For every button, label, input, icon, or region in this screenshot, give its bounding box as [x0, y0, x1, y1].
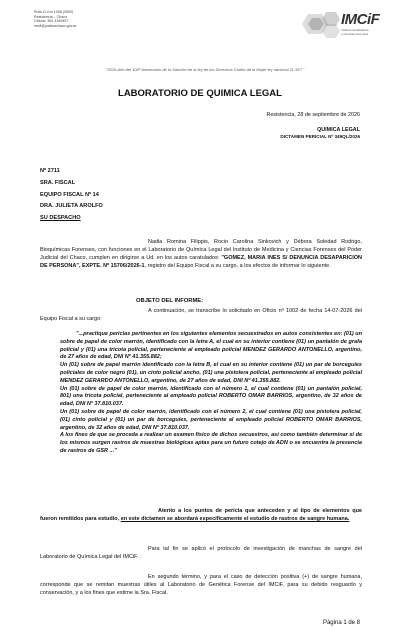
quote-paragraph: Un (01) sobre de papel de color marrón, identificado con el número 2, el cual contiene (01) una pistolera policial, (01) cinto policial y (01) un par de borceguíes, perteneciente al empleado policial ROBERTO OMAR BARRIOS, argentino, de 32 años de edad, DNI Nº 37.810.037.: [60, 408, 362, 431]
quote-paragraph: Un (01) sobre de papel marrón identificado con la letra B, el cual en su interior contiene (01) un par de borceguíes policiales de color negro (01), un cinto policial ancho, (01) una pistolera policial, perteneciente al empleado policial MENDEZ GERARDO ANTONELLO, argentino, de 27 años de edad, DNI Nº 41.355.882.: [60, 362, 362, 384]
atento-text: Atento a los puntos de pericia que anteceden y al tipo de elementos que fueron remitidos para estudio,: [40, 508, 362, 523]
intro-text-end: , registro del Equipo Fiscal a su cargo, a los efectos de informar lo siguiente.: [144, 263, 331, 270]
case-title: "GOMEZ, MARIA INES S/ DENUNCIA DESAPARICION DE PERSONA", EXPTE. Nº 15706/2026-1: [40, 255, 362, 270]
address-block: [40, 166, 103, 225]
quote-paragraph: A los fines de que se proceda a realizar un examen físico de dichos secuestros, así como también determinar si de los mismos surgen rastros de muestras biológicas aptas para un futuro cotejo de ADN o se encuentra la presencia de rastros de GSR ...": [60, 432, 362, 454]
logo-subtitle: [341, 29, 369, 36]
dictamen-block: [280, 127, 360, 140]
atento-underlined: en este dictamen se abordará específicamente el estudio de rastros de sangre humana.: [120, 516, 350, 523]
dictamen-line1: QUIMICA LEGAL: [317, 127, 360, 133]
logo-sub-line: y Ciencias Forenses: [341, 31, 369, 36]
logo-text: IMCiF: [341, 11, 380, 28]
page-number: Página 1 de 8: [322, 620, 360, 626]
logo-sub-line: Instituto de Medicina: [341, 28, 369, 32]
address-number: Nº 2711: [40, 168, 60, 174]
contact-line: Ruta 11 Km 1008 (3500): [34, 10, 74, 14]
segundo-paragraph: En segundo término, y para el caso de detección positiva (+) de sangre humana, corresponde que se remitan muestras útiles al Laboratorio de Genética Forense del IMCiF, para su debido resguardo y conservación, y a los fines que estime la Sra. Fiscal.: [40, 574, 362, 597]
address-line: SRA. FISCAL: [40, 179, 76, 186]
para-tal-paragraph: Para tal fin se aplicó el protocolo de investigación de manchas de sangre del Laboratorio de Química Legal del IMCiF.: [40, 546, 362, 561]
contact-block: [34, 10, 76, 28]
contact-line: imcif@justiciachaco.gov.ar: [34, 23, 77, 28]
intro-paragraph: [40, 238, 362, 270]
objeto-paragraph: A continuación, se transcribe lo solicitado en Oficio nº 1002 de fecha 14-07-2026 del Equipo Fiscal a su cargo:: [40, 308, 362, 323]
quote-paragraph: Un (01) sobre de papel de color marrón, identificado con el número 1, el cual contiene (01) un pantalón policial, 801) una tricota policial, perteneciente al empleado policial ROBERTO OMAR BARRIOS, argentino, de 32 años de edad, DNI Nº 37.810.037.: [60, 385, 362, 408]
document-title: LABORATORIO DE QUIMICA LEGAL: [118, 88, 282, 99]
address-line: EQUIPO FISCAL Nº 14: [40, 191, 99, 198]
quote-paragraph: "...practique pericias pertinentes en los siguientes elementos secuestrados en autos consistentes en: (01) un sobre de papel de color marrón, identificado con la letra A, el cual en su interior contiene (01) un pantalón de grafa policial y (01) una tricota policial, perteneciente al empleado policial MENDEZ GERARDO ANTONELLO, argentino, de 27 años de edad, DNI Nº 41.355.882;: [60, 331, 362, 361]
contact-line: Celular: 362 4349457: [34, 19, 69, 24]
dictamen-line2: DICTAMEN PERICIAL Nº 349QL/2026: [280, 133, 360, 139]
address-line: SU DESPACHO: [40, 215, 81, 222]
address-line: DRA. JULIETA AROLFO: [40, 203, 103, 210]
objeto-heading: OBJETO DEL INFORME:: [136, 298, 204, 304]
intro-text: Nadia Romina Filippis, Rocio Carolina Sinkovich y Débora Soledad Rodrigo, Bioquímicas Forenses, con funciones en el Laboratorio de Química Legal del Instituto de Medicina y Ciencias Forenses del Poder Judicial del Chaco, cumplen en dirigirse a Ud. en los autos caratulados:: [40, 239, 362, 262]
atento-paragraph: [40, 507, 362, 523]
motto: "2026-Año del 100º Aniversario de la Sanción de la ley de los Derechos Civiles de la Mujer ley nacional 11.357.": [105, 67, 305, 72]
contact-line: Resistencia – Chaco: [34, 14, 67, 19]
quoted-request: [60, 331, 362, 456]
document-date: Resistencia, 28 de septiembre de 2026: [266, 112, 360, 118]
